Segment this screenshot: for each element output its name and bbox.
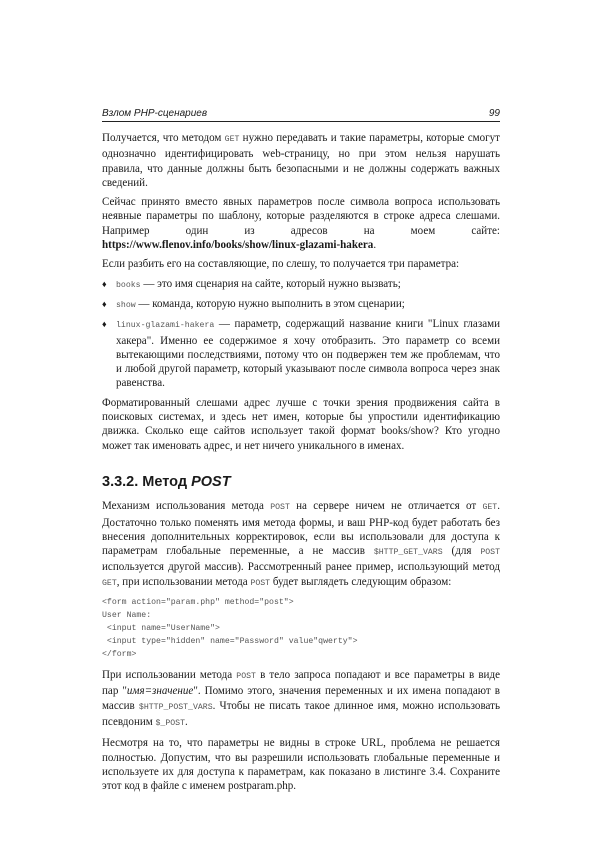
inline-code: POST: [270, 503, 290, 513]
heading-keyword: POST: [191, 473, 231, 490]
code-line: <input type="hidden" name="Password" value"qwerty">: [102, 637, 358, 647]
text-run: При использовании метода: [102, 669, 237, 682]
paragraph-2: [102, 195, 500, 252]
text-run: — это имя сценария на сайте, который нужно вызвать;: [140, 277, 401, 290]
inline-code: $_POST: [155, 718, 185, 728]
text-run: .: [373, 239, 377, 252]
list-item: [102, 317, 500, 390]
text-run: . Достаточно только поменять имя метода формы, и ваш PHP-код будет работать без внесения дополнительных корректировок, если вы использовали для доступа к параметрам глобальные переменные, а не массив: [102, 500, 500, 558]
inline-code: books: [116, 280, 141, 290]
inline-code: POST: [250, 578, 271, 588]
text-run: нужно передавать и такие параметры, которые смогут однозначно идентифицировать web-страницу, но при этом нельзя нарушать правила, что данные должны быть безопасными и не должны содержать важных сведений.: [102, 132, 500, 189]
text-run: — команда, которую нужно выполнить в этом сценарии;: [135, 297, 405, 310]
code-line: <form action="param.php" method="post">: [102, 598, 294, 608]
inline-code: linux-glazami-hakera: [116, 321, 215, 331]
text-run: — параметр, содержащий название книги "Linux глазами хакера". Именно ее содержимое я хочу отобразить. Это параметр со всеми вытекающими последствиями, потому что он подвержен тем же проблемам, что и любой другой параметр, который указывают после символа вопроса через знак равенства.: [116, 318, 500, 390]
header-title: Взлом PHP-сценариев: [102, 108, 208, 119]
diamond-bullet-icon: ♦: [102, 298, 107, 309]
paragraph-7: Несмотря на то, что параметры не видны в строке URL, проблема не решается полностью. Допустим, что вы разрешили использовать глобальные переменные и используете их для доступа к параметрам, как показано в листинге 3.4. Сохраните этот код в файле с именем postparam.php.: [102, 737, 500, 793]
inline-code: GET: [102, 578, 117, 588]
code-line: <input name="UserName">: [102, 624, 220, 634]
inline-code: show: [116, 300, 136, 310]
inline-code: POST: [480, 548, 500, 558]
text-run: в тело запроса попадают и все параметры в виде пар ": [102, 669, 500, 698]
list-item: [102, 277, 500, 293]
paragraph-5: [102, 499, 500, 591]
inline-code: GET: [482, 503, 498, 513]
text-run: будет выглядеть следующим образом:: [270, 575, 452, 588]
text-run: ". Помимо этого, значения переменных и их имена попадают в массив: [102, 685, 500, 712]
text-run: (для: [442, 545, 481, 558]
page-content: [102, 131, 500, 798]
code-line: User Name:: [102, 611, 152, 621]
paragraph-4: Форматированный слешами адрес лучше с точки зрения продвижения сайта в поисковых системах, и здесь нет имен, которые бы упростили идентификацию движка. Сколько еще сайтов использует такой формат books/show? Кто угодно может так именовать адрес, и нет ничего уникального в именах.: [102, 396, 500, 452]
inline-code: $HTTP_POST_VARS: [138, 702, 213, 712]
inline-code: $HTTP_GET_VARS: [373, 548, 443, 558]
list-item: [102, 297, 500, 313]
heading-label: 3.3.2. Метод: [102, 473, 192, 490]
parameter-list: [102, 277, 500, 391]
paragraph-3: Если разбить его на составляющие, по слешу, то получается три параметра:: [102, 258, 460, 271]
text-run: на сервере ничем не отличается от: [289, 500, 483, 513]
page-number: 99: [488, 108, 500, 119]
running-header: [102, 108, 500, 122]
diamond-bullet-icon: ♦: [102, 278, 107, 289]
text-run: .: [185, 715, 188, 728]
diamond-bullet-icon: ♦: [102, 319, 107, 330]
inline-code: GET: [224, 135, 240, 144]
paragraph-6: [102, 668, 500, 731]
text-run: Сейчас принято вместо явных параметров после символа вопроса использовать неявные параметры по шаблону, которые разделяются в строке адреса слешами. Например один из адресов на моем сайте:: [102, 196, 500, 237]
paragraph-1: [102, 131, 500, 190]
text-run: используется другой массив). Рассмотренный ранее пример, использующий метод: [102, 561, 500, 574]
code-line: </form>: [102, 650, 137, 660]
text-run: Механизм использования метода: [102, 500, 271, 513]
text-run: Получается, что методом: [102, 132, 225, 144]
inline-code: POST: [236, 672, 256, 682]
emphasis: имя=значение: [126, 685, 194, 698]
section-heading: [102, 475, 500, 489]
code-listing: [102, 596, 500, 661]
text-run: . Чтобы не писать такое длинное имя, можно использовать псевдоним: [102, 699, 500, 728]
text-run: , при использовании метода: [116, 575, 251, 588]
site-url: https://www.flenov.info/books/show/linux-glazami-hakera: [102, 239, 374, 252]
